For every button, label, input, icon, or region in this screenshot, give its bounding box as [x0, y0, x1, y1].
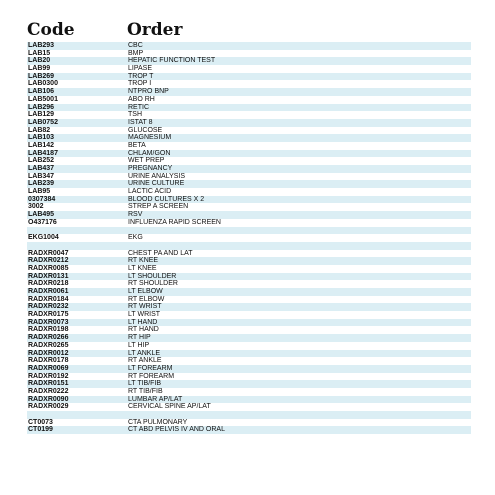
table-row	[27, 234, 471, 242]
table-row	[27, 211, 471, 219]
row-code: RADXR0212	[28, 257, 69, 265]
row-order: LUMBAR AP/LAT	[128, 395, 183, 403]
table-row	[27, 80, 471, 88]
row-order: LT TIB/FIB	[128, 380, 162, 388]
table-row	[27, 342, 471, 350]
row-code: LAB99	[28, 65, 51, 73]
row-order: BMP	[128, 49, 144, 57]
table-row	[27, 142, 471, 150]
row-code: LAB20	[28, 57, 51, 65]
row-code: LAB347	[28, 172, 55, 180]
row-code: LAB82	[28, 126, 51, 134]
table-row	[27, 73, 471, 81]
table-row	[27, 265, 471, 273]
table-row	[27, 196, 471, 204]
row-order: LT SHOULDER	[128, 272, 177, 280]
table-row	[27, 150, 471, 158]
row-code: RADXR0073	[28, 318, 69, 326]
row-code: EKG1004	[28, 234, 59, 242]
row-order: CTA PULMONARY	[128, 418, 188, 426]
table-row	[27, 157, 471, 165]
table-header	[27, 18, 471, 40]
header-code: Code	[27, 20, 75, 40]
table-row	[27, 311, 471, 319]
table-row	[27, 288, 471, 296]
table-row	[27, 119, 471, 127]
row-code: RADXR0012	[28, 349, 69, 357]
table-row	[27, 357, 471, 365]
row-code: RADXR0232	[28, 303, 69, 311]
row-order: MAGNESIUM	[128, 134, 172, 142]
row-order: RT HIP	[128, 334, 151, 342]
table-row	[27, 203, 471, 211]
row-order: RT SHOULDER	[128, 280, 178, 288]
row-code: LAB106	[28, 88, 55, 96]
row-code: LAB15	[28, 49, 51, 57]
row-code: RADXR0222	[28, 387, 69, 395]
row-code: O437176	[28, 218, 57, 226]
table-row	[27, 250, 471, 258]
table-row	[27, 42, 471, 50]
row-order: LT FOREARM	[128, 364, 173, 372]
row-order: LACTIC ACID	[128, 188, 172, 196]
row-order: RETIC	[128, 103, 149, 111]
table-row	[27, 227, 471, 235]
row-code: CT0073	[28, 418, 53, 426]
row-code: RADXR0198	[28, 326, 69, 334]
table-row	[27, 180, 471, 188]
row-code: RADXR0218	[28, 280, 69, 288]
row-order: PREGNANCY	[128, 165, 173, 172]
row-order: CHLAM/GON	[128, 149, 171, 157]
row-order: LT ELBOW	[128, 288, 163, 295]
row-code: RADXR0029	[28, 403, 69, 411]
row-order: URINE ANALYSIS	[128, 172, 186, 180]
table-row	[27, 403, 471, 411]
row-order: EKG	[128, 234, 143, 242]
row-code: RADXR0184	[28, 295, 69, 303]
row-code: RADXR0061	[28, 288, 69, 295]
table-row	[27, 296, 471, 304]
row-code: LAB296	[28, 103, 55, 111]
table-row	[27, 326, 471, 334]
table-row	[27, 380, 471, 388]
table-row	[27, 388, 471, 396]
table-row	[27, 57, 471, 65]
row-code: LAB252	[28, 157, 55, 165]
table-row	[27, 104, 471, 112]
row-code: RADXR0151	[28, 380, 69, 388]
row-code: RADXR0265	[28, 341, 69, 349]
row-code: RADXR0090	[28, 395, 69, 403]
row-code: LAB5001	[28, 95, 58, 103]
table-row	[27, 396, 471, 404]
row-order: LT WRIST	[128, 311, 161, 319]
row-order: CT ABD PELVIS IV AND ORAL	[128, 426, 225, 434]
row-code: RADXR0047	[28, 249, 69, 257]
row-order: RT KNEE	[128, 257, 159, 265]
table-row	[27, 426, 471, 434]
table-row	[27, 334, 471, 342]
table-row	[27, 257, 471, 265]
row-code: RADXR0131	[28, 272, 69, 280]
row-code: LAB495	[28, 211, 55, 219]
row-code: RADXR0085	[28, 264, 69, 272]
table-row	[27, 319, 471, 327]
row-code: RADXR0266	[28, 334, 69, 342]
row-order: NTPRO BNP	[128, 88, 169, 96]
table-row	[27, 373, 471, 381]
row-code: RADXR0178	[28, 357, 69, 365]
row-code: 3002	[28, 203, 44, 211]
row-code: LAB95	[28, 188, 51, 196]
row-code: LAB269	[28, 72, 55, 80]
row-code: LAB142	[28, 141, 55, 149]
table-row	[27, 50, 471, 58]
row-order: BETA	[128, 141, 146, 149]
row-order: CHEST PA AND LAT	[128, 249, 193, 257]
row-order: RT ELBOW	[128, 295, 165, 303]
row-code: RADXR0069	[28, 364, 69, 372]
row-code: LAB103	[28, 134, 55, 142]
row-order: LT HAND	[128, 318, 158, 326]
header-order: Order	[127, 20, 183, 40]
row-order: URINE CULTURE	[128, 180, 185, 188]
table-row	[27, 88, 471, 96]
row-order: RT FOREARM	[128, 372, 175, 380]
table-row	[27, 65, 471, 73]
row-code: LAB239	[28, 180, 55, 188]
row-order: HEPATIC FUNCTION TEST	[128, 57, 216, 65]
table-row	[27, 280, 471, 288]
row-order: RT WRIST	[128, 303, 162, 311]
row-code: LAB129	[28, 111, 55, 119]
table-row	[27, 173, 471, 181]
row-order: CERVICAL SPINE AP/LAT	[128, 403, 211, 411]
table-row	[27, 411, 471, 419]
table-row	[27, 127, 471, 135]
row-order: LT HIP	[128, 341, 150, 349]
row-order: STREP A SCREEN	[128, 203, 189, 211]
row-order: RT ANKLE	[128, 357, 162, 365]
row-order: ISTAT 8	[128, 118, 153, 126]
table-row	[27, 188, 471, 196]
row-order: GLUCOSE	[128, 126, 163, 134]
row-code: LAB293	[28, 42, 55, 49]
table-row	[27, 165, 471, 173]
row-order: CBC	[128, 42, 143, 49]
row-order: LIPASE	[128, 65, 152, 73]
row-code: RADXR0192	[28, 372, 69, 380]
row-code: LAB0300	[28, 80, 58, 88]
row-code: LAB0752	[28, 118, 58, 126]
row-order: WET PREP	[128, 157, 165, 165]
row-code: 0307384	[28, 195, 56, 203]
row-order: TROP I	[128, 80, 152, 88]
table-row	[27, 111, 471, 119]
row-order: LT KNEE	[128, 264, 157, 272]
table-row	[27, 273, 471, 281]
table-row	[27, 303, 471, 311]
row-code: RADXR0175	[28, 311, 69, 319]
table-row	[27, 419, 471, 427]
row-order: RT HAND	[128, 326, 159, 334]
row-code: CT0199	[28, 426, 53, 434]
row-code: LAB4187	[28, 149, 58, 157]
row-order: INFLUENZA RAPID SCREEN	[128, 218, 221, 226]
row-order: LT ANKLE	[128, 349, 161, 357]
table-row	[27, 350, 471, 358]
order-code-sheet	[27, 18, 471, 434]
order-table	[27, 42, 471, 434]
row-order: TSH	[128, 111, 142, 119]
table-row	[27, 219, 471, 227]
table-row	[27, 365, 471, 373]
table-row	[27, 242, 471, 250]
table-row	[27, 96, 471, 104]
row-code: LAB437	[28, 165, 55, 172]
row-order: BLOOD CULTURES X 2	[128, 195, 205, 203]
row-order: RSV	[128, 211, 143, 219]
row-order: TROP T	[128, 72, 154, 80]
row-order: ABO RH	[128, 95, 155, 103]
table-row	[27, 134, 471, 142]
row-order: RT TIB/FIB	[128, 387, 163, 395]
